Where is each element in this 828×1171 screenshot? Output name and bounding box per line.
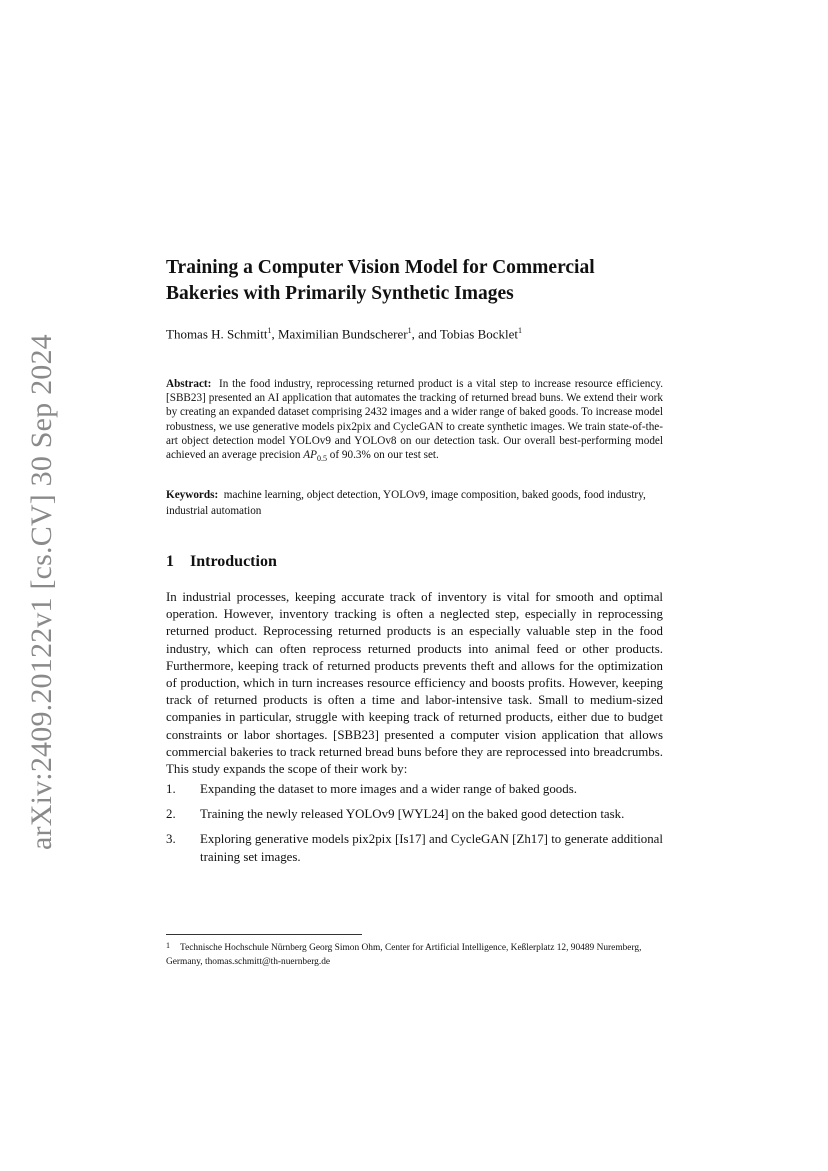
- abstract-label: Abstract:: [166, 378, 212, 390]
- affiliation-mark: 1: [407, 326, 412, 335]
- abstract-text: In the food industry, reprocessing returned product is a vital step to increase resource efficiency. [SBB23] presented an AI application that automates the tracking of returned bread buns. We extend their work by creating an expanded dataset comprising 2432 images and a wider range of baked goods. To increase model robustness, we use generative models pix2pix and CycleGAN to create synthetic images. We train state-of-the-art object detection model YOLOv9 and YOLOv8 on our detection task. Our overall best-performing model achieved an average precision: [166, 378, 664, 462]
- contribution-list: [166, 781, 663, 874]
- footnote: [166, 939, 663, 969]
- abstract: [166, 377, 663, 466]
- paper-title: Training a Computer Vision Model for Commercial Bakeries with Primarily Synthetic Images: [166, 257, 595, 304]
- author-name: Thomas H. Schmitt: [166, 326, 268, 342]
- section-number: 1: [166, 553, 174, 570]
- author-list: [166, 322, 663, 343]
- list-number: 3.: [166, 832, 176, 847]
- footnote-rule: [166, 934, 362, 935]
- keywords-label: Keywords:: [166, 489, 219, 501]
- list-text: Exploring generative models pix2pix [Is17] and CycleGAN [Zh17] to generate additional training set images.: [200, 832, 663, 864]
- abstract-metric: AP: [303, 449, 317, 462]
- intro-paragraph: In industrial processes, keeping accurate track of inventory is vital for smooth and optimal operation. However, inventory tracking is often a neglected step, especially in reprocessing returned product. Reprocessing returned products is an especially valuable step in the food industry, which can often reprocess returned products into animal feed or other products. Furthermore, keeping track of returned products prevents theft and allows for the optimization of production, which in turn increases resource efficiency and boosts profits. However, keeping track of returned products is often a time and labor-intensive task. Small to medium-sized companies in particular, struggle with keeping track of returned products, either due to budget constraints or labor shortages. [SBB23] presented a computer vision application that allows commercial bakeries to track returned bread buns before they are reprocessed into breadcrumbs. This study expands the scope of their work by:: [166, 590, 663, 777]
- list-text: Training the newly released YOLOv9 [WYL24] on the baked good detection task.: [200, 807, 625, 822]
- keywords: [166, 487, 663, 519]
- abstract-text-end: of 90.3% on our test set.: [326, 449, 439, 462]
- affiliation-mark: 1: [518, 326, 523, 335]
- list-number: 2.: [166, 807, 176, 822]
- list-item: [166, 781, 663, 798]
- section-heading: [166, 552, 663, 572]
- affiliation-mark: 1: [267, 326, 272, 335]
- list-item: [166, 806, 663, 823]
- keywords-text: machine learning, object detection, YOLOv9, image composition, baked goods, food industry, industrial automation: [166, 489, 646, 517]
- footnote-text: Technische Hochschule Nürnberg Georg Simon Ohm, Center for Artificial Intelligence, Keßlerplatz 12, 90489 Nuremberg, Germany, thomas.schmitt@th-nuernberg.de: [166, 943, 642, 967]
- list-number: 1.: [166, 782, 176, 796]
- abstract-metric-subscript: 0.5: [316, 454, 327, 464]
- list-item: [166, 831, 663, 865]
- arxiv-identifier: arXiv:2409.20122v1 [cs.CV] 30 Sep 2024: [25, 334, 58, 850]
- author-name: , and Tobias Bocklet: [411, 326, 519, 342]
- author-name: , Maximilian Bundscherer: [271, 326, 408, 342]
- footnote-mark: 1: [166, 941, 170, 950]
- section-title: Introduction: [190, 553, 277, 570]
- list-text: Expanding the dataset to more images and a wider range of baked goods.: [200, 782, 577, 796]
